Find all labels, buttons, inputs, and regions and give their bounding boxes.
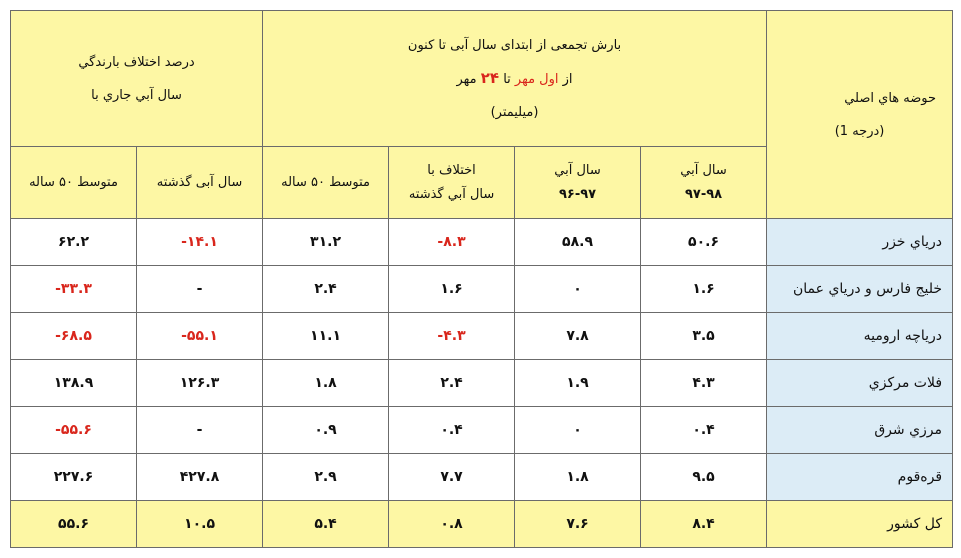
cell-avg50: ۰.۹ (263, 407, 389, 454)
subheader-last-year: سال آبی گذشته (137, 147, 263, 219)
basin-header-line1: حوضه هاي اصلي (844, 90, 937, 106)
basin-header-line2: (درجه 1) (834, 123, 885, 139)
cumulative-header-line2: از اول مهر تا ۲۴ مهر (456, 68, 573, 87)
cell-wy9697: ۰ (515, 407, 641, 454)
cell-pct-last: -۵۵.۱ (137, 313, 263, 360)
cell-pct-avg: ۲۲۷.۶ (11, 454, 137, 501)
cell-wy9798: ۰.۴ (641, 407, 767, 454)
cumulative-header-line1: بارش تجمعی از ابتدای سال آبی تا کنون (407, 37, 622, 53)
table-row (11, 219, 953, 266)
percent-header (11, 11, 263, 147)
cell-wy9798: ۹.۵ (641, 454, 767, 501)
total-wy9798: ۸.۴ (641, 501, 767, 548)
cell-avg50: ۳۱.۲ (263, 219, 389, 266)
cell-pct-avg: ۱۳۸.۹ (11, 360, 137, 407)
cell-diff: -۸.۳ (389, 219, 515, 266)
subheader-diff: اختلاف با سال آبي گذشته (389, 147, 515, 219)
basin-name: خليج فارس و درياي عمان (767, 266, 953, 313)
cell-wy9697: ۰ (515, 266, 641, 313)
cell-pct-last: - (137, 266, 263, 313)
cell-wy9697: ۱.۹ (515, 360, 641, 407)
basin-name: قره‌قوم (767, 454, 953, 501)
cell-diff: ۷.۷ (389, 454, 515, 501)
total-avg50: ۵.۴ (263, 501, 389, 548)
cell-avg50: ۲.۴ (263, 266, 389, 313)
table-row (11, 454, 953, 501)
cell-wy9697: ۷.۸ (515, 313, 641, 360)
basin-name: درياچه اروميه (767, 313, 953, 360)
cell-avg50: ۲.۹ (263, 454, 389, 501)
subheader-avg50-pct: متوسط ۵۰ ساله (11, 147, 137, 219)
total-row (11, 501, 953, 548)
cell-wy9697: ۱.۸ (515, 454, 641, 501)
cell-pct-last: -۱۴.۱ (137, 219, 263, 266)
total-pct-avg: ۵۵.۶ (11, 501, 137, 548)
cell-avg50: ۱۱.۱ (263, 313, 389, 360)
cell-wy9798: ۴.۳ (641, 360, 767, 407)
basin-column-header (767, 11, 953, 219)
subheader-wy-9798: سال آبي ۹۷-۹۸ (641, 147, 767, 219)
cell-diff: ۰.۴ (389, 407, 515, 454)
cell-diff: -۴.۳ (389, 313, 515, 360)
total-pct-last: ۱۰.۵ (137, 501, 263, 548)
cumulative-header-line3: (میلیمتر) (490, 104, 539, 120)
cell-avg50: ۱.۸ (263, 360, 389, 407)
basin-name: فلات مركزي (767, 360, 953, 407)
table-row (11, 313, 953, 360)
total-diff: ۰.۸ (389, 501, 515, 548)
cell-pct-last: ۴۲۷.۸ (137, 454, 263, 501)
subheader-wy-9697: سال آبي ۹۶-۹۷ (515, 147, 641, 219)
table-row (11, 407, 953, 454)
cell-wy9798: ۵۰.۶ (641, 219, 767, 266)
percent-header-line2: سال آبي جاري با (91, 87, 182, 103)
cumulative-header (263, 11, 767, 147)
basin-name: مرزي شرق (767, 407, 953, 454)
rainfall-table (10, 10, 953, 548)
basin-name-total: كل كشور (767, 501, 953, 548)
basin-name: درياي خزر (767, 219, 953, 266)
percent-header-line1: درصد اختلاف بارندگي (78, 54, 195, 70)
table-row (11, 360, 953, 407)
table-row (11, 266, 953, 313)
cell-diff: ۱.۶ (389, 266, 515, 313)
total-wy9697: ۷.۶ (515, 501, 641, 548)
cell-pct-avg: -۵۵.۶ (11, 407, 137, 454)
cell-pct-last: - (137, 407, 263, 454)
cell-wy9697: ۵۸.۹ (515, 219, 641, 266)
subheader-avg50: متوسط ۵۰ ساله (263, 147, 389, 219)
cell-pct-avg: -۳۳.۳ (11, 266, 137, 313)
cell-pct-avg: ۶۲.۲ (11, 219, 137, 266)
cell-pct-last: ۱۲۶.۳ (137, 360, 263, 407)
cell-wy9798: ۳.۵ (641, 313, 767, 360)
cell-pct-avg: -۶۸.۵ (11, 313, 137, 360)
cell-wy9798: ۱.۶ (641, 266, 767, 313)
cell-diff: ۲.۴ (389, 360, 515, 407)
